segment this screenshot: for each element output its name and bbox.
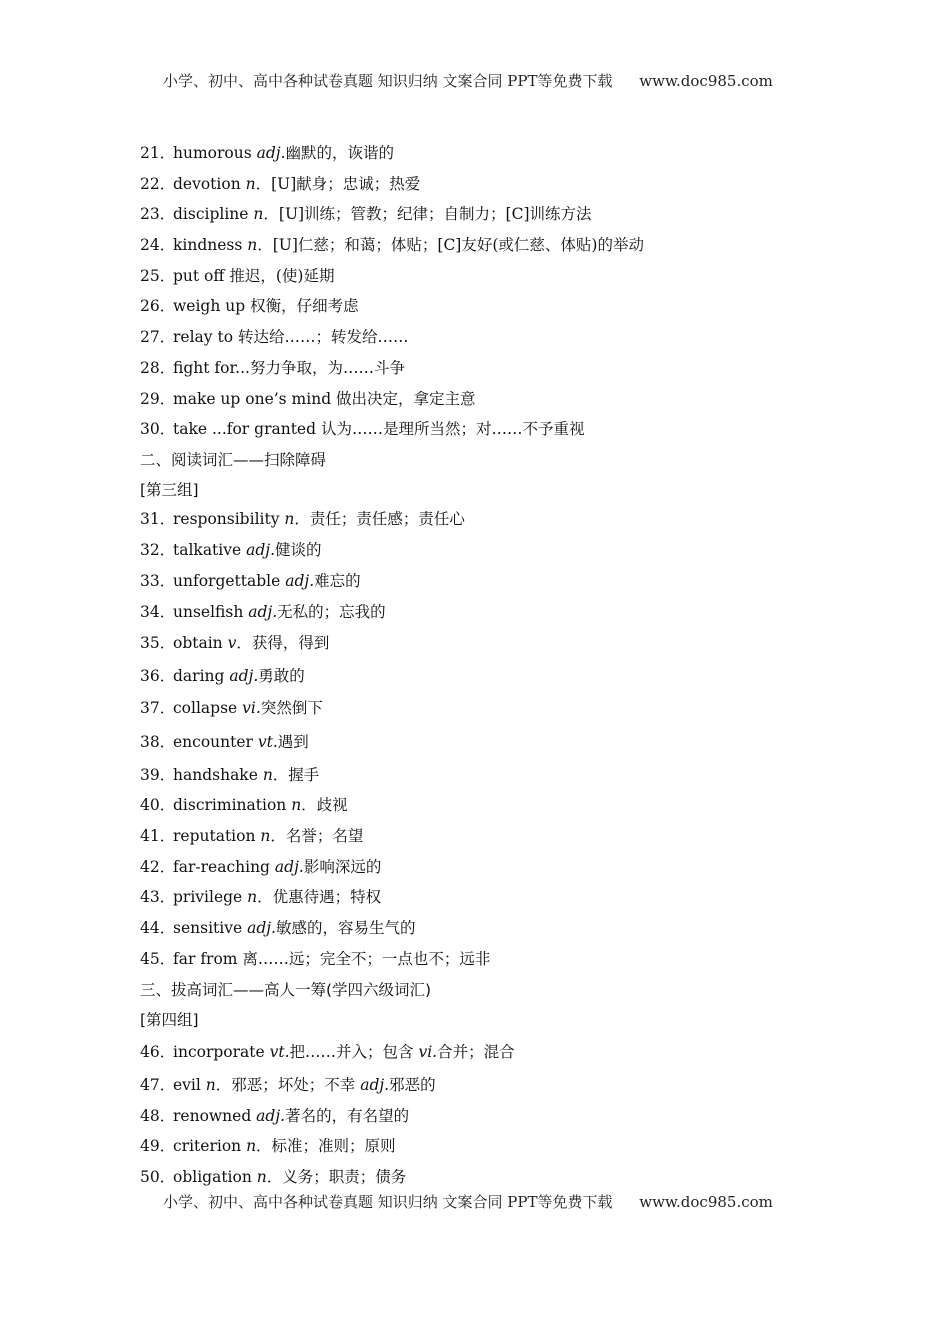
- vocab-entry: [140, 887, 381, 907]
- entry-definition: 努力争取，为……斗争: [249, 359, 405, 377]
- vocab-entry: [140, 296, 359, 316]
- entry-definition: 离……远；完全不；一点也不；远非: [242, 950, 491, 968]
- entry-definition: 认为……是理所当然；对……不予重视: [320, 420, 585, 438]
- entry-part-of-speech: n: [262, 766, 273, 784]
- entry-definition: 权衡，仔细考虑: [250, 297, 359, 315]
- entry-part-of-speech: n: [291, 796, 302, 814]
- entry-part-of-speech: n: [205, 1076, 216, 1094]
- vocab-entry: [140, 666, 305, 686]
- entry-word: discipline: [173, 205, 254, 223]
- entry-definition: 无私的；忘我的: [277, 603, 386, 621]
- entry-part-of-speech-2: adj.: [360, 1076, 390, 1094]
- entry-part-of-speech: adj.: [274, 858, 304, 876]
- entry-definition: ．获得，得到: [236, 634, 330, 652]
- entry-number: 35．: [140, 634, 176, 652]
- entry-word: evil: [173, 1076, 206, 1094]
- entry-number: 48．: [140, 1107, 176, 1125]
- entry-word: collapse: [173, 699, 243, 717]
- entry-word: renowned: [173, 1107, 257, 1125]
- entry-definition: 把……并入；包含: [289, 1043, 419, 1061]
- vocab-entry: [140, 419, 584, 439]
- entry-definition: ．名誉；名望: [270, 827, 364, 845]
- entry-part-of-speech: n: [256, 1168, 267, 1186]
- vocab-entry: [140, 204, 592, 224]
- entry-word: far-reaching: [173, 858, 275, 876]
- entry-part-of-speech: n: [260, 827, 271, 845]
- vocab-entry: [140, 949, 490, 969]
- header-url: www.doc985.com: [639, 72, 773, 90]
- entry-number: 37．: [140, 699, 176, 717]
- entry-part-of-speech: n: [247, 236, 258, 254]
- entry-word: criterion: [173, 1137, 247, 1155]
- entry-part-of-speech: adj.: [248, 603, 278, 621]
- vocab-entry: [140, 698, 323, 718]
- entry-definition: 著名的，有名望的: [285, 1107, 410, 1125]
- entry-word: talkative: [173, 541, 247, 559]
- vocab-entry: [140, 327, 408, 347]
- entry-definition: ．[U]献身；忠诚；热爱: [255, 175, 421, 193]
- entry-part-of-speech: vi.: [242, 699, 261, 717]
- entry-part-of-speech: adj.: [285, 572, 315, 590]
- entry-definition: 敏感的，容易生气的: [275, 919, 416, 937]
- entry-word: encounter: [173, 733, 258, 751]
- entry-word: daring: [173, 667, 230, 685]
- entry-word: handshake: [173, 766, 263, 784]
- entry-definition: ．邪恶；坏处；不幸: [215, 1076, 361, 1094]
- vocab-entry: [140, 765, 319, 785]
- entry-part-of-speech: adj.: [256, 144, 286, 162]
- vocab-entry: [140, 1167, 406, 1187]
- entry-definition: 影响深远的: [303, 858, 382, 876]
- section-heading: 二、阅读词汇——扫除障碍: [140, 451, 327, 469]
- vocab-entry: [140, 266, 334, 286]
- entry-number: 22．: [140, 175, 176, 193]
- entry-word: far from: [173, 950, 243, 968]
- entry-word: sensitive: [173, 919, 248, 937]
- section-heading: 三、拔高词汇——高人一筹(学四六级词汇): [140, 981, 432, 999]
- entry-definition: 遇到: [277, 733, 309, 751]
- vocab-entry: [140, 389, 476, 409]
- entry-number: 39．: [140, 766, 176, 784]
- vocab-entry: [140, 1136, 396, 1156]
- entry-number: 28．: [140, 359, 176, 377]
- entry-number: 36．: [140, 667, 176, 685]
- entry-word: make up one’s mind: [173, 390, 337, 408]
- entry-definition: ．责任；责任感；责任心: [294, 510, 465, 528]
- entry-definition: 突然倒下: [260, 699, 323, 717]
- entry-definition: ．[U]仁慈；和蔼；体贴；[C]友好(或仁慈、体贴)的举动: [257, 236, 644, 254]
- vocab-entry: [140, 795, 348, 815]
- entry-definition: 幽默的，诙谐的: [285, 144, 395, 162]
- vocab-entry: [140, 918, 416, 938]
- entry-number: 34．: [140, 603, 176, 621]
- vocab-entry: [140, 1075, 436, 1095]
- entry-part-of-speech: adj.: [247, 919, 276, 937]
- entry-word: put off: [173, 267, 230, 285]
- entry-part-of-speech: vt.: [269, 1043, 290, 1061]
- vocab-entry: [140, 633, 329, 653]
- entry-part-of-speech: adj.: [256, 1107, 286, 1125]
- entry-definition: 做出决定，拿定主意: [336, 390, 476, 408]
- entry-part-of-speech: n: [247, 888, 258, 906]
- entry-definition-2: 邪恶的: [389, 1076, 436, 1094]
- entry-number: 44．: [140, 919, 176, 937]
- vocab-entry: [140, 602, 386, 622]
- entry-number: 46．: [140, 1043, 176, 1061]
- entry-definition: ．标准；准则；原则: [256, 1137, 396, 1155]
- entry-number: 42．: [140, 858, 176, 876]
- entry-number: 45．: [140, 950, 176, 968]
- entry-number: 31．: [140, 510, 176, 528]
- entry-word: relay to: [173, 328, 238, 346]
- vocab-entry: [140, 235, 644, 255]
- entry-number: 50．: [140, 1168, 176, 1186]
- vocab-entry: [140, 571, 361, 591]
- entry-number: 27．: [140, 328, 176, 346]
- entry-word: devotion: [173, 175, 246, 193]
- entry-word: take ...for granted: [173, 420, 321, 438]
- entry-number: 47．: [140, 1076, 176, 1094]
- vocab-entry: [140, 358, 405, 378]
- entry-number: 43．: [140, 888, 176, 906]
- entry-definition: 转达给……；转发给……: [237, 328, 409, 346]
- vocab-entry: [140, 174, 420, 194]
- vocab-entry: [140, 732, 309, 752]
- entry-definition: 健谈的: [275, 541, 322, 559]
- entry-part-of-speech-2: vi.: [418, 1043, 438, 1061]
- entry-word: kindness: [173, 236, 248, 254]
- vocab-entry: [140, 857, 381, 877]
- entry-number: 26．: [140, 297, 176, 315]
- entry-number: 38．: [140, 733, 176, 751]
- entry-word: weigh up: [173, 297, 251, 315]
- footer-text: 小学、初中、高中各种试卷真题 知识归纳 文案合同 PPT等免费下载: [163, 1193, 613, 1211]
- header-text: 小学、初中、高中各种试卷真题 知识归纳 文案合同 PPT等免费下载: [163, 72, 613, 90]
- entry-word: responsibility: [173, 510, 285, 528]
- entry-definition: 推迟，(使)延期: [229, 267, 335, 285]
- entry-part-of-speech: v: [227, 634, 237, 652]
- entry-word: incorporate: [173, 1043, 270, 1061]
- entry-number: 29．: [140, 390, 176, 408]
- entry-number: 24．: [140, 236, 176, 254]
- entry-number: 25．: [140, 267, 176, 285]
- entry-definition: 难忘的: [314, 572, 361, 590]
- entry-word: privilege: [173, 888, 248, 906]
- entry-number: 30．: [140, 420, 176, 438]
- entry-word: discrimination: [173, 796, 292, 814]
- entry-definition: 勇敢的: [258, 667, 305, 685]
- vocab-entry: [140, 1042, 515, 1062]
- entry-word: obtain: [173, 634, 228, 652]
- entry-definition: ．歧视: [301, 796, 348, 814]
- entry-part-of-speech: n: [246, 1137, 257, 1155]
- page-footer: [163, 1191, 803, 1212]
- entry-number: 41．: [140, 827, 176, 845]
- entry-word: humorous: [173, 144, 257, 162]
- entry-word: unforgettable: [173, 572, 286, 590]
- entry-definition-2: 合并；混合: [437, 1043, 515, 1061]
- entry-number: 40．: [140, 796, 176, 814]
- vocab-entry: [140, 540, 322, 560]
- page-header: [163, 70, 803, 91]
- entry-part-of-speech: adj.: [229, 667, 259, 685]
- entry-part-of-speech: n: [245, 175, 256, 193]
- entry-word: fight for...: [173, 359, 250, 377]
- vocab-entry: [140, 509, 465, 529]
- entry-number: 32．: [140, 541, 176, 559]
- vocab-entry: [140, 826, 363, 846]
- entry-part-of-speech: adj.: [246, 541, 276, 559]
- entry-definition: ．握手: [272, 766, 320, 784]
- entry-part-of-speech: n: [253, 205, 264, 223]
- entry-number: 23．: [140, 205, 176, 223]
- entry-definition: ．优惠待遇；特权: [257, 888, 382, 906]
- group-label: [第四组]: [140, 1011, 199, 1029]
- entry-word: obligation: [173, 1168, 257, 1186]
- entry-part-of-speech: n: [284, 510, 295, 528]
- vocab-entry: [140, 1106, 409, 1126]
- entry-word: unselfish: [173, 603, 249, 621]
- footer-url: www.doc985.com: [639, 1193, 773, 1211]
- entry-number: 33．: [140, 572, 176, 590]
- entry-definition: ．[U]训练；管教；纪律；自制力；[C]训练方法: [263, 205, 592, 223]
- entry-word: reputation: [173, 827, 261, 845]
- entry-definition: ．义务；职责；债务: [266, 1168, 407, 1186]
- entry-number: 49．: [140, 1137, 176, 1155]
- group-label: [第三组]: [140, 481, 199, 499]
- entry-part-of-speech: vt.: [257, 733, 278, 751]
- entry-number: 21．: [140, 144, 176, 162]
- vocab-entry: [140, 143, 394, 163]
